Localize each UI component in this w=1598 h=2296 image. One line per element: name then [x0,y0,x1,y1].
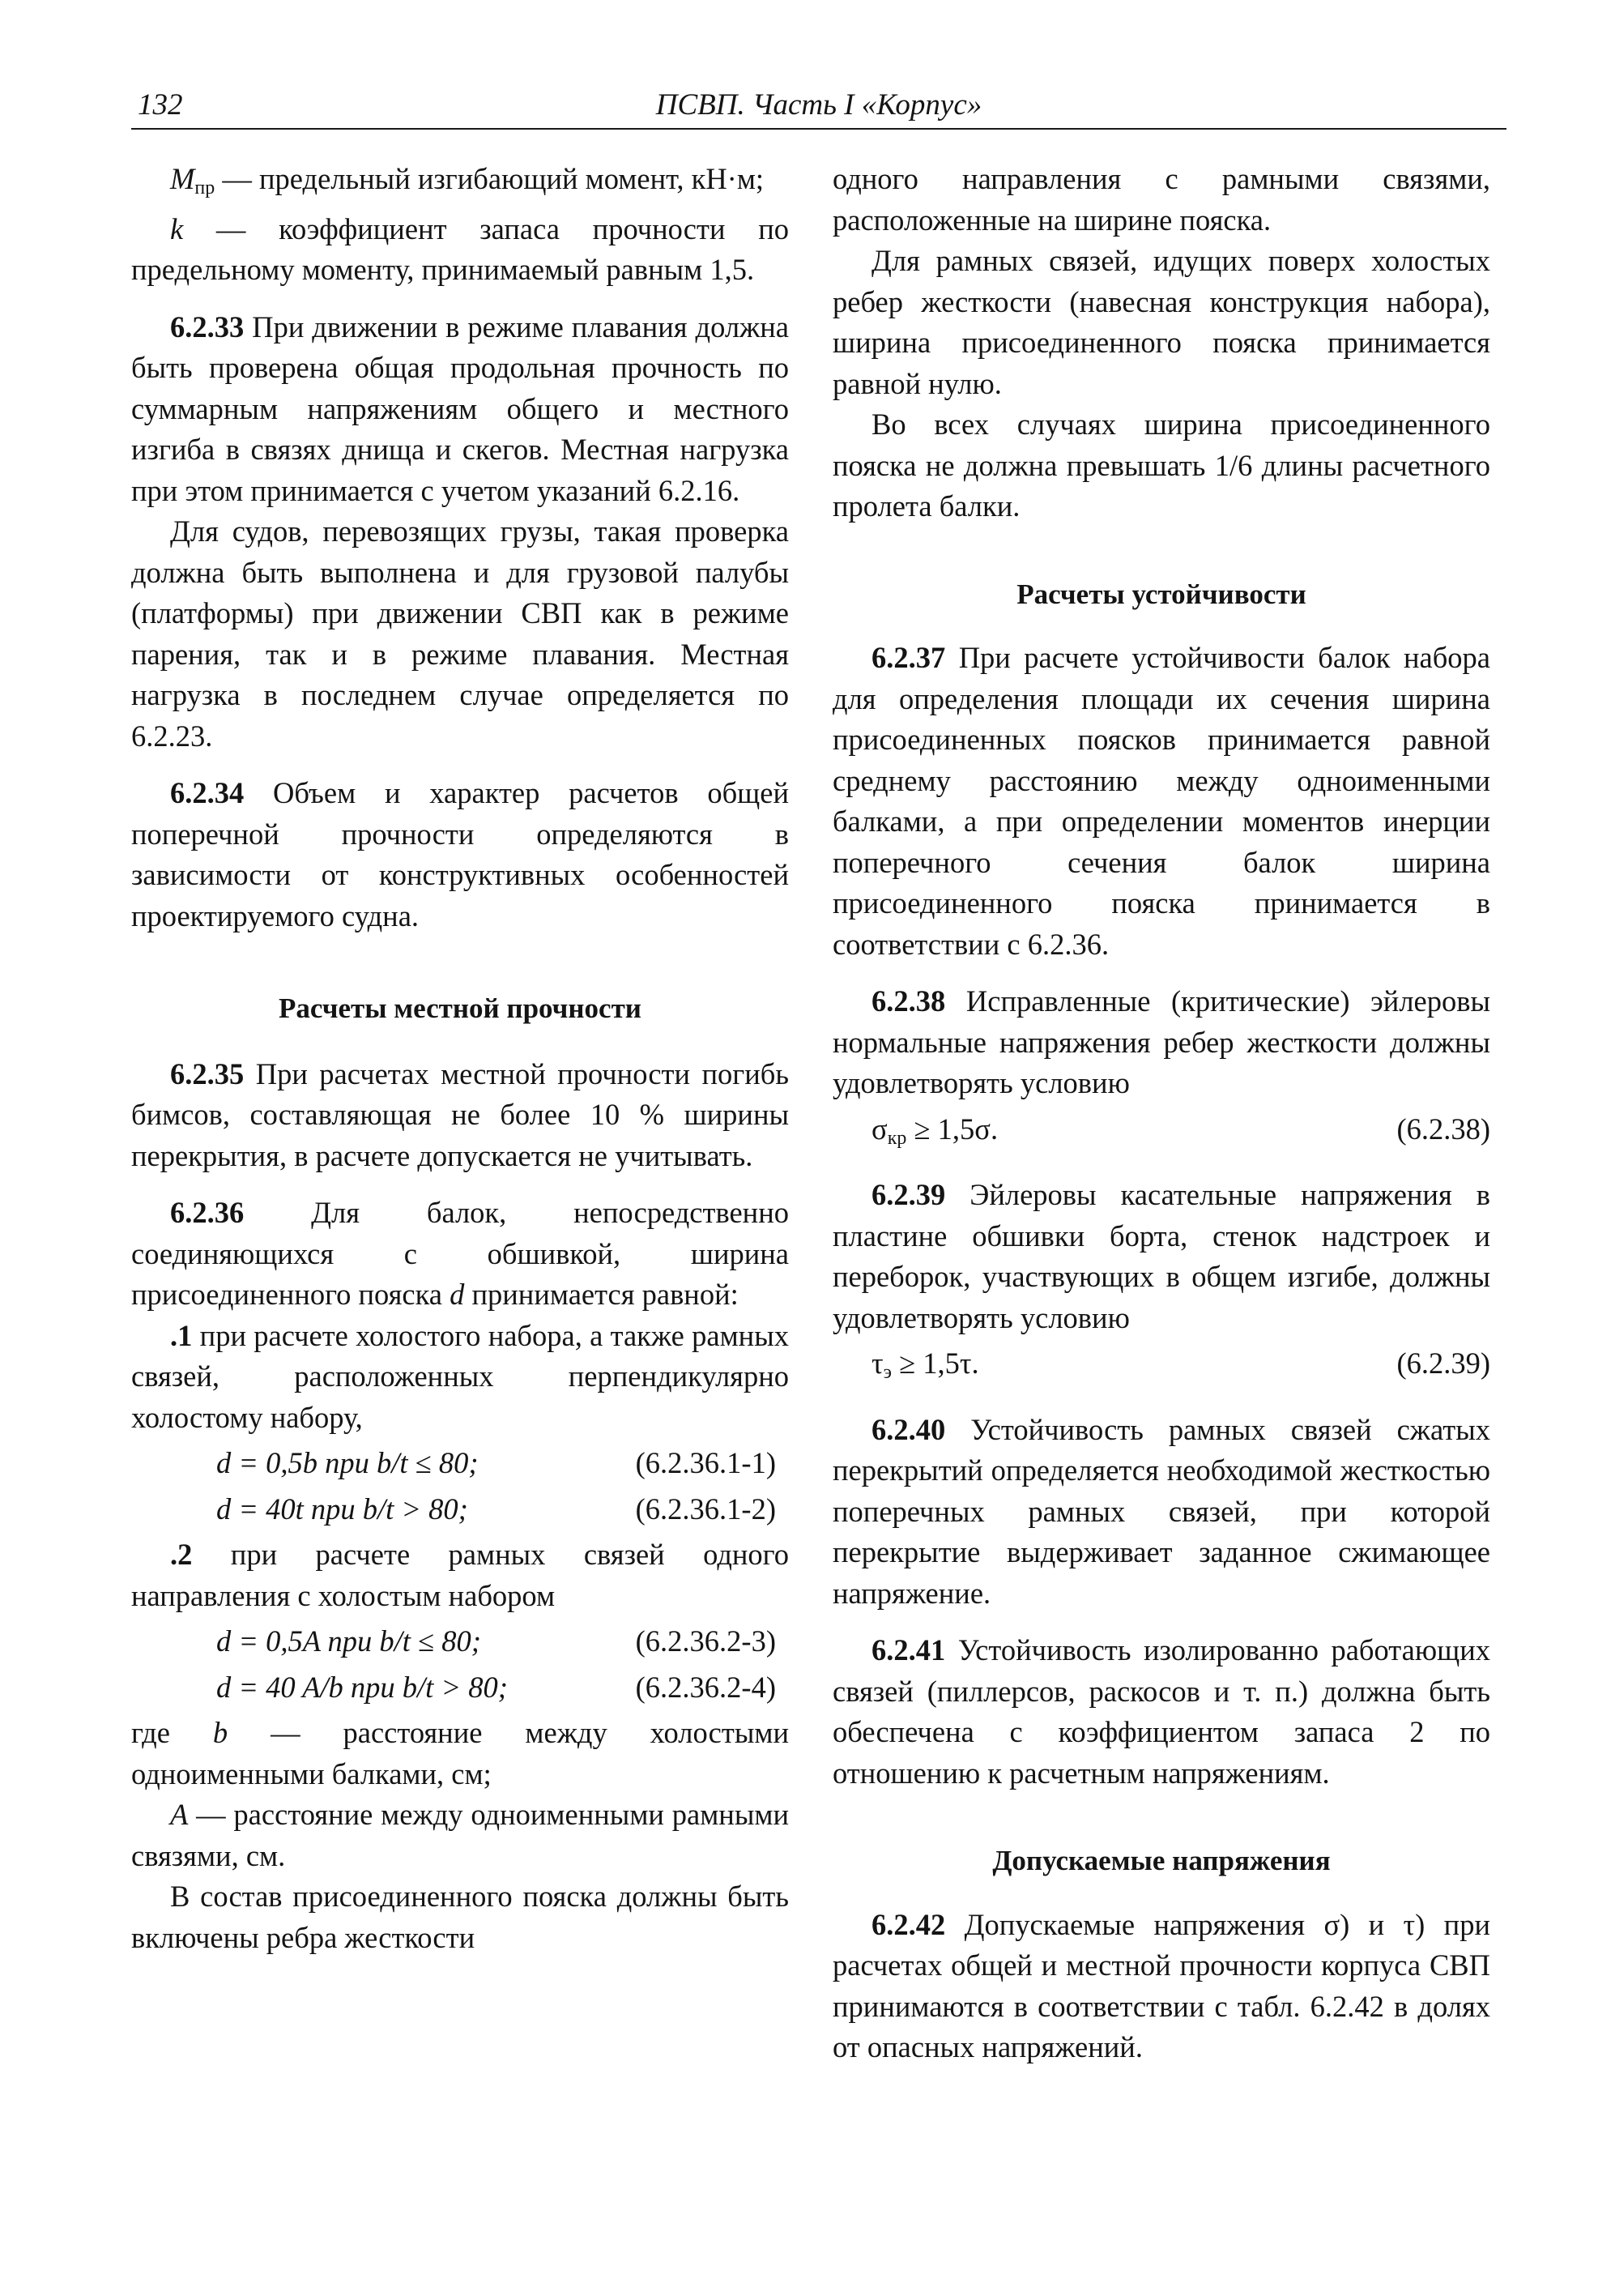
clause-number: 6.2.42 [871,1907,946,1941]
clause-text: При расчетах местной прочности погибь бимсов, составляющая не более 10 % ширины перекрытия, в расчете допускается не учитывать. [131,1056,789,1172]
k-text: — коэффициент запаса прочности по предельному моменту, принимаемый равным 1,5. [131,211,789,286]
paragraph-frame-members: Для рамных связей, идущих поверх холостых ребер жесткости (навесная конструкция набора), ширина присоединенного пояска принимается равной нулю. [833,244,1490,400]
clause-number: 6.2.37 [871,641,946,674]
a-symbol: A [170,1798,189,1831]
clause-6-2-35 [131,1054,789,1177]
clause-number: 6.2.33 [170,309,245,344]
definition-b [131,1713,789,1795]
clause-text: При расчете устойчивости балок набора для определения площади их сечения ширина присоединенных поясков принимается равной среднему расстоянию между одноименными балками, а при определении моментов инерции поперечного сечения балок ширина присоединенного пояска принимается в соответствии с 6.2.36. [833,641,1490,961]
clause-text-a: Для балок, непосредственно соединяющихся с обшивкой, ширина присоединенного пояска [131,1196,789,1311]
paragraph-continued: одного направления с рамными связями, расположенные на ширине пояска. [833,162,1490,237]
where-word: где [131,1716,213,1749]
formula-6-2-36-1-1 [131,1443,789,1484]
page-header [131,87,1506,136]
item-number: .1 [170,1318,193,1352]
paragraph-all-cases: Во всех случаях ширина присоединенного пояска не должна превышать 1/6 длины расчетного пролета балки. [833,408,1490,523]
clause-number: 6.2.38 [871,984,946,1018]
clause-6-2-33 [131,307,789,512]
formula-expression: d = 40 A/b при b/t > 80; [216,1670,508,1704]
clause-6-2-36 [131,1193,789,1316]
clause-6-2-42 [833,1905,1490,2068]
clause-number: 6.2.34 [170,776,245,809]
formula-number: (6.2.39) [1396,1346,1490,1380]
formula-subscript: э [883,1362,892,1383]
clause-text: Объем и характер расчетов общей поперечной прочности определяются в зависимости от конструктивных особенностей проектируемого судна. [131,776,789,932]
heading-stability: Расчеты устойчивости [1016,578,1306,610]
formula-number: (6.2.36.1-1) [635,1446,776,1479]
clause-6-2-37 [833,638,1490,965]
clause-6-2-40 [833,1410,1490,1615]
clause-variable-d: d [450,1278,465,1311]
item-text: при расчете холостого набора, а также рамных связей, расположенных перпендикулярно холостому набору, [131,1318,789,1434]
paragraph-flange-includes: В состав присоединенного пояска должны быть включены ребра жесткости [131,1880,789,1954]
clause-number: 6.2.35 [170,1056,245,1090]
definition-k [131,209,789,291]
definition-mpr [131,159,789,209]
formula-number: (6.2.38) [1396,1112,1490,1146]
heading-allowable-stresses: Допускаемые напряжения [992,1845,1331,1876]
right-column [833,159,1490,2068]
formula-6-2-38 [833,1109,1490,1159]
k-symbol: k [170,211,184,245]
clause-number: 6.2.36 [170,1196,245,1229]
clause-text-b: принимается равной: [464,1278,739,1311]
page-number: 132 [138,88,183,122]
clause-6-2-41 [833,1630,1490,1794]
formula-number: (6.2.36.2-3) [635,1624,776,1658]
clause-text: Устойчивость рамных связей сжатых перекрытий определяется необходимой жесткостью поперечных рамных связей, при которой перекрытие выдерживает заданное сжимающее напряжение. [833,1412,1490,1610]
clause-6-2-34 [131,773,789,937]
b-text: — расстояние между холостыми одноименными балками, см; [131,1716,789,1790]
running-title: ПСВП. Часть I «Корпус» [655,88,982,122]
b-symbol: b [212,1716,228,1749]
list-item-1 [131,1316,789,1439]
formula-number: (6.2.36.1-2) [635,1492,776,1526]
clause-number: 6.2.40 [871,1412,946,1446]
formula-subscript: кр [887,1127,907,1149]
item-text: при расчете рамных связей одного направления с холостым набором [131,1538,789,1612]
clause-text: Допускаемые напряжения σ) и τ) при расчетах общей и местной прочности корпуса СВП принимаются в соответствии с табл. 6.2.42 в долях от опасных напряжений. [833,1907,1490,2063]
formula-expression: d = 0,5A при b/t ≤ 80; [216,1624,481,1658]
clause-text: Устойчивость изолированно работающих связей (пиллерсов, раскосов и т. п.) должна быть обеспечена с коэффициентом запаса 2 по отношению к расчетным напряжениям. [833,1633,1490,1790]
mpr-subscript: пр [194,177,215,198]
formula-6-2-36-1-2 [131,1489,789,1530]
paragraph-cargo-check: Для судов, перевозящих грузы, такая проверка должна быть выполнена и для грузовой палубы (платформы) при движении СВП как в режиме парения, так и в режиме плавания. Местная нагрузка в последнем случае определяется по 6.2.23. [131,514,789,753]
a-text: — расстояние между одноименными рамными связями, см. [131,1798,789,1872]
mpr-symbol: M [170,162,195,195]
formula-number: (6.2.36.2-4) [635,1670,776,1704]
formula-rest: ≥ 1,5τ. [891,1346,979,1380]
clause-text: При движении в режиме плавания должна быть проверена общая продольная прочность по суммарным напряжениям общего и местного изгиба в связях днища и скегов. Местная нагрузка при этом принимается с учетом указаний 6.2.16. [131,309,789,507]
clause-6-2-38 [833,981,1490,1104]
formula-6-2-36-2-4 [131,1667,789,1709]
clause-text: Эйлеровы касательные напряжения в пластине обшивки борта, стенок надстроек и переборок, участвующих в общем изгибе, должны удовлетворять условию [833,1178,1490,1334]
formula-expression: d = 0,5b при b/t ≤ 80; [216,1446,479,1479]
clause-text: Исправленные (критические) эйлеровы нормальные напряжения ребер жесткости должны удовлетворять условию [833,984,1490,1099]
formula-expression [833,1343,979,1393]
heading-local-strength: Расчеты местной прочности [279,992,641,1024]
item-number: .2 [170,1538,193,1571]
list-item-2 [131,1534,789,1616]
definition-a [131,1795,789,1876]
formula-6-2-36-2-3 [131,1621,789,1662]
mpr-text: — предельный изгибающий момент, кН·м; [215,162,765,195]
formula-symbol: τ [871,1346,884,1380]
formula-rest: ≥ 1,5σ. [906,1112,999,1146]
header-rule [131,128,1506,130]
clause-number: 6.2.39 [871,1178,946,1211]
clause-6-2-39 [833,1175,1490,1338]
formula-6-2-39 [833,1343,1490,1393]
left-column [131,159,789,1958]
formula-expression [833,1109,998,1159]
formula-expression: d = 40t при b/t > 80; [216,1492,468,1526]
formula-symbol: σ [871,1112,888,1146]
clause-number: 6.2.41 [871,1633,946,1667]
